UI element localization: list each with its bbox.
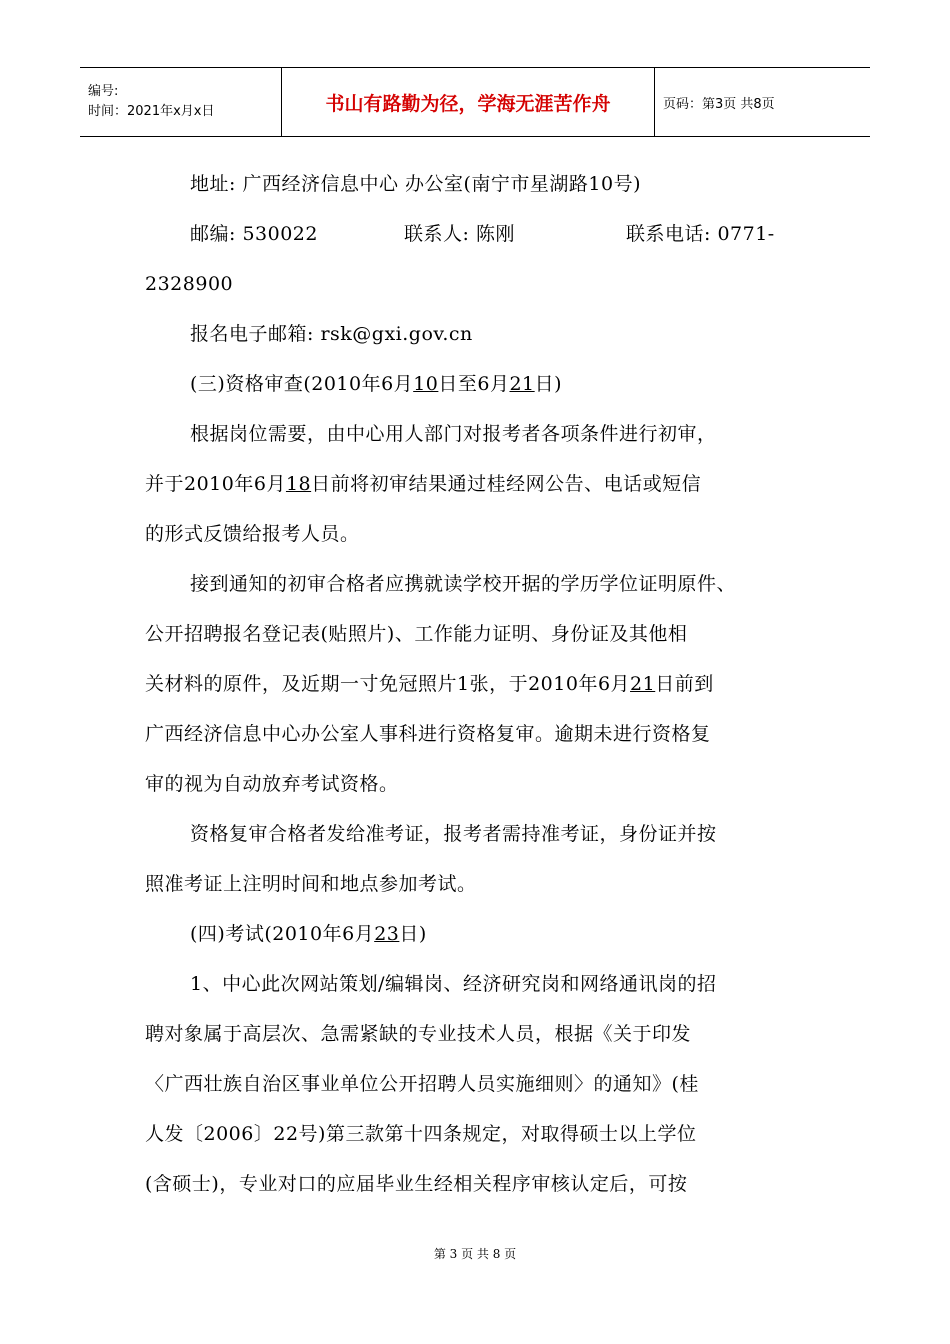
date-underlined: 21 [630, 673, 656, 695]
paragraph-line: 聘对象属于高层次、急需紧缺的专业技术人员，根据《关于印发 [145, 1023, 692, 1045]
paragraph-line: 广西经济信息中心办公室人事科进行资格复审。逾期未进行资格复 [145, 723, 711, 745]
contact-phone-text: 联系电话: 0771- [626, 223, 775, 245]
motto-text: 书山有路勤为径，学海无涯苦作舟 [325, 92, 611, 115]
heading-text: 日) [534, 373, 563, 395]
page-footer: 第 3 页 共 8 页 [433, 1247, 517, 1261]
paragraph-line: 接到通知的初审合格者应携就读学校开据的学历学位证明原件、 [190, 573, 737, 595]
page-info-text: 页码：第3页 共8页 [663, 96, 775, 112]
paragraph-line: 照准考证上注明时间和地点参加考试。 [145, 873, 477, 895]
paragraph-line: 人发〔2006〕22号)第三款第十四条规定，对取得硕士以上学位 [145, 1123, 697, 1145]
address-line: 地址: 广西经济信息中心 办公室(南宁市星湖路10号) [190, 173, 641, 195]
paragraph-line: 根据岗位需要，由中心用人部门对报考者各项条件进行初审， [190, 423, 717, 445]
number-label: 编号: [88, 84, 119, 99]
date-underlined: 10 [413, 373, 439, 395]
paragraph-line: 的形式反馈给报考人员。 [145, 523, 360, 545]
paragraph-line: 公开招聘报名登记表(贴照片)、工作能力证明、身份证及其他相 [145, 623, 688, 645]
heading-text: 日) [399, 923, 427, 945]
email-line: 报名电子邮箱: rsk@gxi.gov.cn [190, 323, 473, 345]
paragraph-line [145, 472, 701, 496]
paragraph-line: 1、中心此次网站策划/编辑岗、经济研究岗和网络通讯岗的招 [190, 973, 717, 995]
header-motto [282, 68, 655, 136]
phone-continued-line: 2328900 [145, 273, 234, 295]
paragraph-line: (含硕士)，专业对口的应届毕业生经相关程序审核认定后，可按 [145, 1173, 688, 1195]
heading-text: (三)资格审查(2010年6月 [190, 373, 414, 395]
text-span: 日前将初审结果通过桂经网公告、电话或短信 [311, 473, 702, 495]
text-span: 关材料的原件，及近期一寸免冠照片1张，于2010年6月 [145, 673, 631, 695]
paragraph-line: 资格复审合格者发给准考证，报考者需持准考证，身份证并按 [190, 823, 717, 845]
document-header [80, 67, 870, 137]
time-label: 时间：2021年x月x日 [88, 104, 215, 119]
header-meta [80, 68, 282, 136]
heading-text: 日至6月 [438, 373, 510, 395]
postcode-text: 邮编: 530022 [190, 223, 318, 245]
text-span: 日前到 [655, 673, 714, 695]
paragraph-line [145, 672, 714, 696]
contact-person-text: 联系人: 陈刚 [404, 223, 515, 245]
date-underlined: 23 [374, 923, 400, 945]
paragraph-line: 〈广西壮族自治区事业单位公开招聘人员实施细则〉的通知》(桂 [145, 1073, 699, 1095]
section-4-heading [190, 922, 427, 946]
date-underlined: 21 [509, 373, 535, 395]
paragraph-line: 审的视为自动放弃考试资格。 [145, 773, 399, 795]
date-underlined: 18 [285, 473, 312, 495]
section-3-heading [190, 372, 562, 396]
text-span: 并于2010年6月 [145, 473, 286, 495]
header-page-info [655, 68, 870, 136]
heading-text: (四)考试(2010年6月 [190, 923, 375, 945]
